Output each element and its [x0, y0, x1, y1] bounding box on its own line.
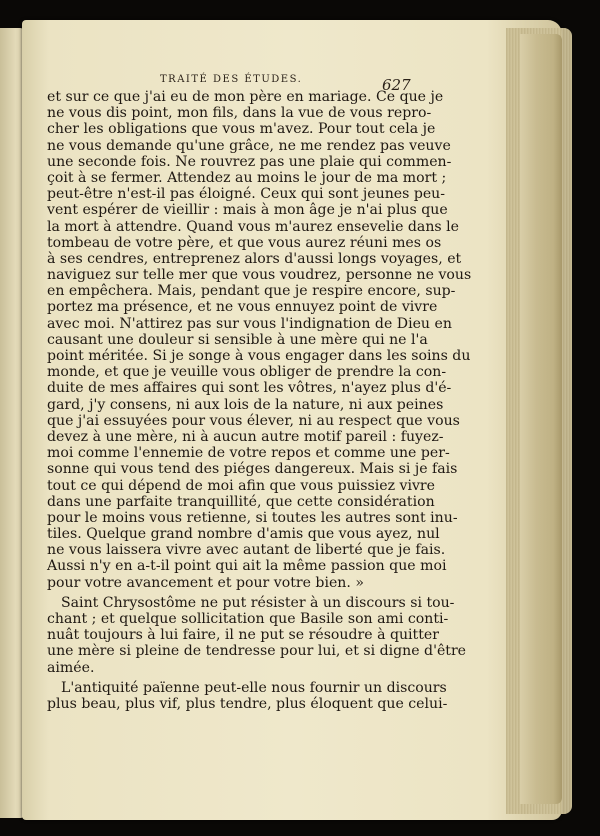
text-line: pour votre avancement et pour votre bien. » — [47, 574, 364, 591]
text-line: causant une douleur si sensible à une mère qui ne l'a — [47, 331, 428, 348]
text-line: et sur ce que j'ai eu de mon père en mariage. Ce que je — [47, 89, 444, 105]
text-line: à ses cendres, entreprenez alors d'aussi longs voyages, et — [47, 250, 462, 267]
text-line: une mère si pleine de tendresse pour lui, et si digne d'être — [47, 643, 467, 660]
text-line: vent espérer de vieillir : mais à mon âge je n'ai plus que — [47, 202, 448, 219]
text-line: plus beau, plus vif, plus tendre, plus éloquent que celui- — [47, 695, 448, 712]
text-line: duite de mes affaires qui sont les vôtres, n'ayez plus d'é- — [47, 380, 452, 397]
text-line: point méritée. Si je songe à vous engager dans les soins du — [47, 348, 471, 364]
text-line: avec moi. N'attirez pas sur vous l'indignation de Dieu en — [47, 315, 452, 332]
text-line: gard, j'y consens, ni aux lois de la nature, ni aux peines — [47, 396, 444, 413]
text-line: que j'ai essuyées pour vous élever, ni au respect que vous — [47, 412, 460, 429]
text-line: moi comme l'ennemie de votre repos et comme une per- — [47, 445, 450, 462]
text-line: nuât toujours à lui faire, il ne put se résoudre à quitter — [47, 627, 439, 644]
text-line: dans une parfaite tranquillité, que cette considération — [47, 493, 435, 510]
text-line: ne vous dis point, mon fils, dans la vue de vous repro- — [47, 105, 432, 122]
text-line: monde, et que je veuille vous obliger de prendre la con- — [47, 364, 447, 381]
text-line: aimée. — [47, 659, 95, 676]
text-line: naviguez sur telle mer que vous voudrez, personne ne vous — [47, 267, 472, 284]
text-line: Aussi n'y en a-t-il point qui ait la même passion que moi — [47, 558, 447, 575]
text-line: Saint Chrysostôme ne put résister à un discours si tou- — [61, 594, 455, 611]
text-line: portez ma présence, et ne vous ennuyez point de vivre — [47, 299, 438, 316]
text-line: sonne qui vous tend des piéges dangereux. Mais si je fais — [47, 461, 458, 478]
text-line: chant ; et quelque sollicitation que Basile son ami conti- — [47, 611, 449, 627]
text-line: ne vous laissera vivre avec autant de liberté que je fais. — [47, 542, 446, 559]
text-line: cher les obligations que vous m'avez. Pour tout cela je — [47, 121, 436, 138]
text-line: tiles. Quelque grand nombre d'amis que vous ayez, nul — [47, 526, 440, 543]
text-line: L'antiquité païenne peut-elle nous fournir un discours — [61, 679, 447, 696]
text-line: une seconde fois. Ne rouvrez pas une plaie qui commen- — [47, 153, 452, 170]
page-number: 627 — [382, 76, 411, 94]
text-line: tombeau de votre père, et que vous aurez réuni mes os — [47, 234, 442, 251]
book-fore-edge — [520, 34, 562, 804]
text-line: peut-être n'est-il pas éloigné. Ceux qui sont jeunes peu- — [47, 186, 446, 203]
text-line: ne vous demande qu'une grâce, ne me rendez pas veuve — [47, 137, 451, 154]
text-line: tout ce qui dépend de moi afin que vous puissiez vivre — [47, 477, 436, 494]
text-line: pour le moins vous retienne, si toutes les autres sont inu- — [47, 509, 458, 526]
body-text — [47, 89, 472, 712]
text-line: çoit à se fermer. Attendez au moins le jour de ma mort ; — [47, 169, 447, 186]
running-header: TRAITÉ DES ÉTUDES. — [160, 74, 303, 85]
text-line: devez à une mère, ni à aucun autre motif pareil : fuyez- — [47, 428, 444, 445]
text-line: en empêchera. Mais, pendant que je respire encore, sup- — [47, 283, 456, 300]
text-line: la mort à attendre. Quand vous m'aurez ensevelie dans le — [47, 218, 459, 235]
